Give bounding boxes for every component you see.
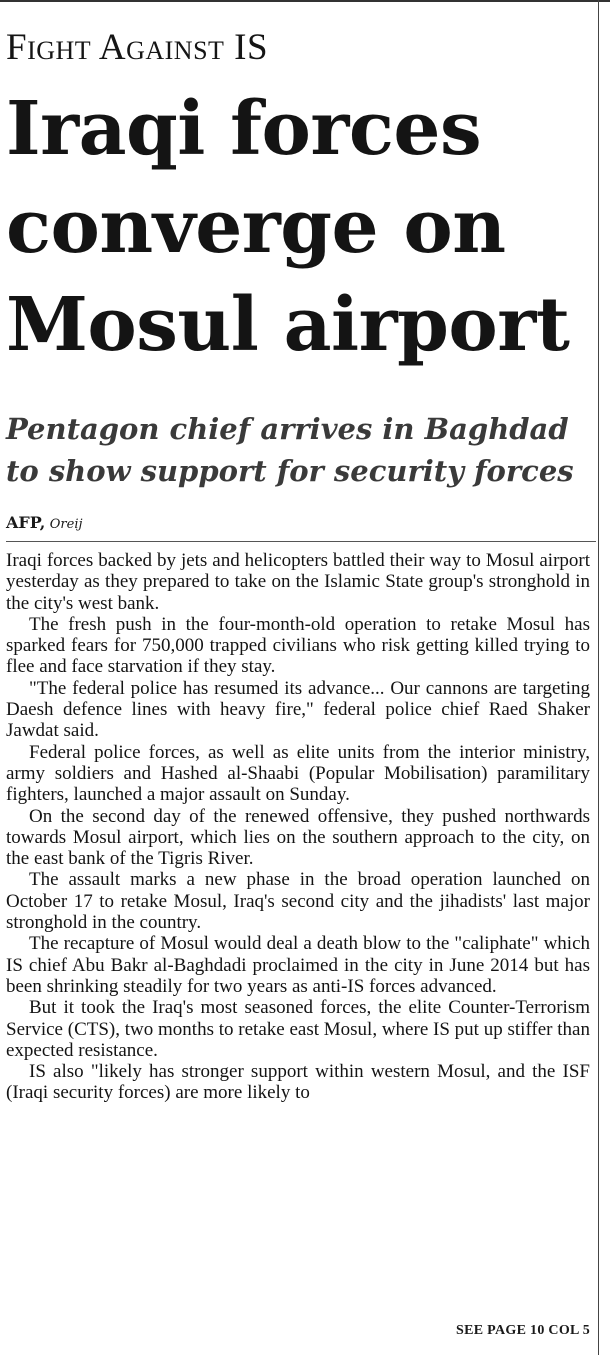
body-paragraph: Federal police forces, as well as elite units from the interior ministry, army soldiers and Hashed al-Shaabi (Popular Mobilisation) paramilitary fighters, launched a major assault on Sunday.: [6, 741, 590, 806]
article-body: [6, 550, 590, 1104]
headline: [6, 80, 596, 374]
body-paragraph: Iraqi forces backed by jets and helicopters battled their way to Mosul airport yesterday as they prepared to take on the Islamic State group's stronghold in the city's west bank.: [6, 550, 590, 614]
continued-jump-line: SEE PAGE 10 COL 5: [456, 1323, 590, 1338]
body-paragraph: The recapture of Mosul would deal a death blow to the "caliphate" which IS chief Abu Bakr al-Baghdadi proclaimed in the city in June 2014 but has been shrinking steadily for two years as anti-IS forces advanced.: [6, 933, 590, 997]
headline-line: converge on: [6, 184, 506, 270]
body-paragraph: But it took the Iraq's most seasoned forces, the elite Counter-Terrorism Service (CTS), two months to retake east Mosul, where IS put up stiffer than expected resistance.: [6, 997, 590, 1061]
body-paragraph: The fresh push in the four-month-old operation to retake Mosul has sparked fears for 750,000 trapped civilians who risk getting killed trying to flee and face starvation if they stay.: [6, 613, 590, 678]
subheadline-line: Pentagon chief arrives in Baghdad: [6, 412, 569, 446]
body-paragraph: The assault marks a new phase in the broad operation launched on October 17 to retake Mosul, Iraq's second city and the jihadists' last major stronghold in the country.: [6, 869, 590, 934]
body-paragraph: IS also "likely has stronger support within western Mosul, and the ISF (Iraqi security forces) are more likely to: [6, 1061, 590, 1104]
section-kicker: Fight Against IS: [6, 27, 269, 68]
headline-line: Mosul airport: [6, 282, 570, 368]
body-paragraph: On the second day of the renewed offensive, they pushed northwards towards Mosul airport, which lies on the southern approach to the city, on the east bank of the Tigris River.: [6, 805, 590, 870]
headline-line: Iraqi forces: [6, 86, 482, 172]
column-rule: [598, 0, 599, 1355]
byline-dateline: Oreij: [49, 517, 83, 532]
top-rule: [0, 0, 610, 2]
body-paragraph: "The federal police has resumed its advance... Our cannons are targeting Daesh defence lines with heavy fire," federal police chief Raed Shaker Jawdat said.: [6, 677, 590, 742]
byline-divider: [6, 541, 596, 542]
byline-agency: AFP,: [6, 513, 46, 532]
subheadline-line: to show support for security forces: [6, 454, 574, 488]
subheadline: [6, 408, 596, 492]
byline: [6, 514, 83, 534]
